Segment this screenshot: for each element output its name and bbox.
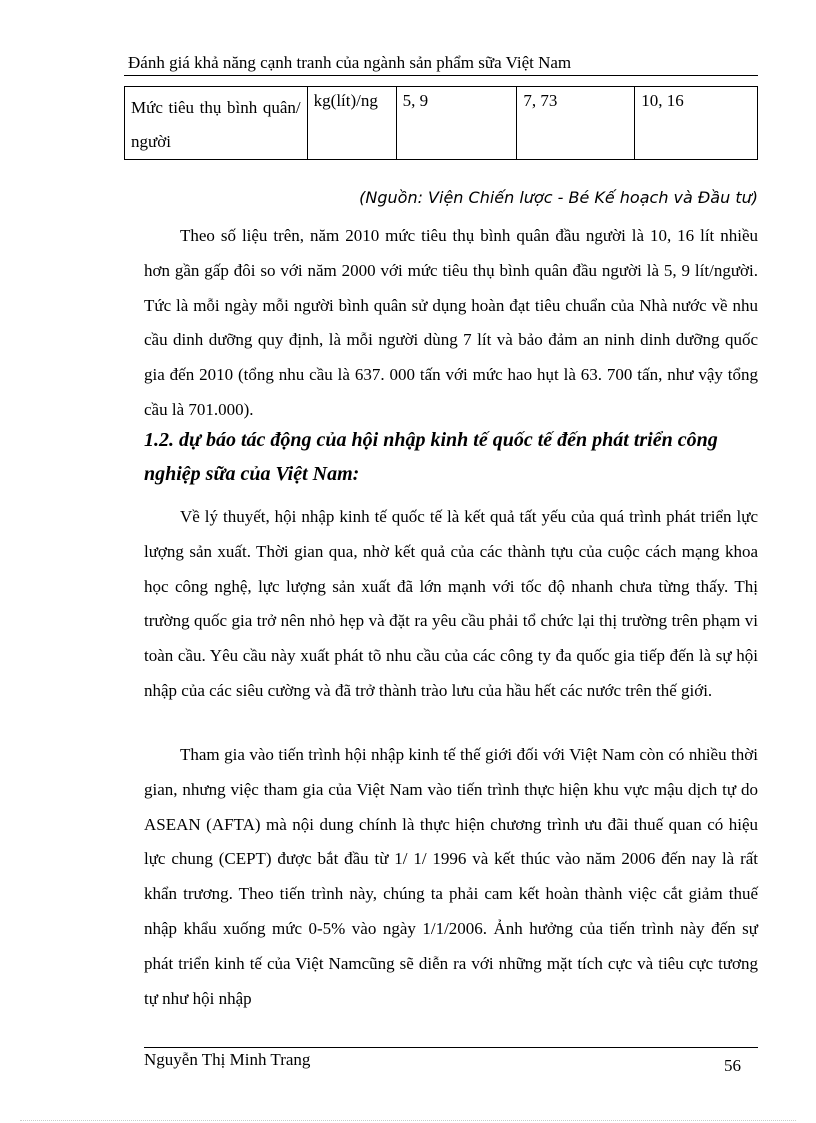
header-rule <box>124 75 758 76</box>
running-header: Đánh giá khả năng cạnh tranh của ngành sản phẩm sữa Việt Nam <box>128 53 572 72</box>
paragraph-consumption-analysis: Theo số liệu trên, năm 2010 mức tiêu thụ bình quân đầu người là 10, 16 lít nhiều hơn gần gấp đôi so với năm 2000 với mức tiêu thụ bình quân đầu người là 5, 9 lít/người. Tức là mỗi ngày mỗi người bình quân sử dụng hoàn đạt tiêu chuẩn của Nhà nước về nhu cầu dinh dưỡng quy định, là mỗi người dùng 7 lít và bảo đảm an ninh dinh dưỡng quốc gia đến 2010 (tổng nhu cầu là 637. 000 tấn với mức hao hụt là 63. 700 tấn, như vậy tổng cầu là 701.000). <box>144 226 758 419</box>
consumption-table <box>124 86 758 160</box>
footer-author: Nguyễn Thị Minh Trang <box>144 1050 311 1069</box>
table-cell-value-1: 5, 9 <box>396 87 517 160</box>
paragraph-afta-cept: Tham gia vào tiến trình hội nhập kinh tế thế giới đối với Việt Nam còn có nhiều thời gian, nhưng việc tham gia của Việt Nam vào tiến trình thực hiện khu vực mậu dịch tự do ASEAN (AFTA) mà nội dung chính là thực hiện chương trình ưu đãi thuế quan có hiệu lực chung (CEPT) được bắt đầu từ 1/ 1/ 1996 và kết thúc vào năm 2006 đến nay là rất khẩn trương. Theo tiến trình này, chúng ta phải cam kết hoàn thành việc cắt giảm thuế nhập khẩu xuống mức 0-5% vào ngày 1/1/2006. Ảnh hưởng của tiến trình này đến sự phát triển kinh tế của Việt Namcũng sẽ diễn ra với những mặt tích cực và tiêu cực tương tự như hội nhập <box>144 745 758 1008</box>
table-source-note: (Nguồn: Viện Chiến lược - Bé Kế hoạch và Đầu tư) <box>359 188 758 207</box>
section-heading: 1.2. dự báo tác động của hội nhập kinh tế quốc tế đến phát triển công nghiệp sữa của Việt Nam: <box>144 429 718 485</box>
table-cell-indicator: Mức tiêu thụ bình quân/ người <box>125 87 308 160</box>
table-cell-value-2: 7, 73 <box>517 87 635 160</box>
footer-rule <box>144 1047 758 1048</box>
paragraph-integration-theory: Về lý thuyết, hội nhập kinh tế quốc tế là kết quả tất yếu của quá trình phát triển lực lượng sản xuất. Thời gian qua, nhờ kết quả của các thành tựu của cuộc cách mạng khoa học công nghệ, lực lượng sản xuất đã lớn mạnh với tốc độ nhanh chưa từng thấy. Thị trường quốc gia trở nên nhỏ hẹp và đặt ra yêu cầu phải tổ chức lại thị trường trên phạm vi toàn cầu. Yêu cầu này xuất phát tõ nhu cầu của các công ty đa quốc gia tiếp đến là sự hội nhập của các siêu cường và đã trở thành trào lưu của hầu hết các nước trên thế giới. <box>144 507 758 700</box>
page-number: 56 <box>724 1056 741 1075</box>
table-cell-value-3: 10, 16 <box>635 87 758 160</box>
table-row <box>125 87 758 160</box>
table-cell-unit: kg(lít)/ng <box>307 87 396 160</box>
page-edge-divider <box>20 1120 796 1121</box>
